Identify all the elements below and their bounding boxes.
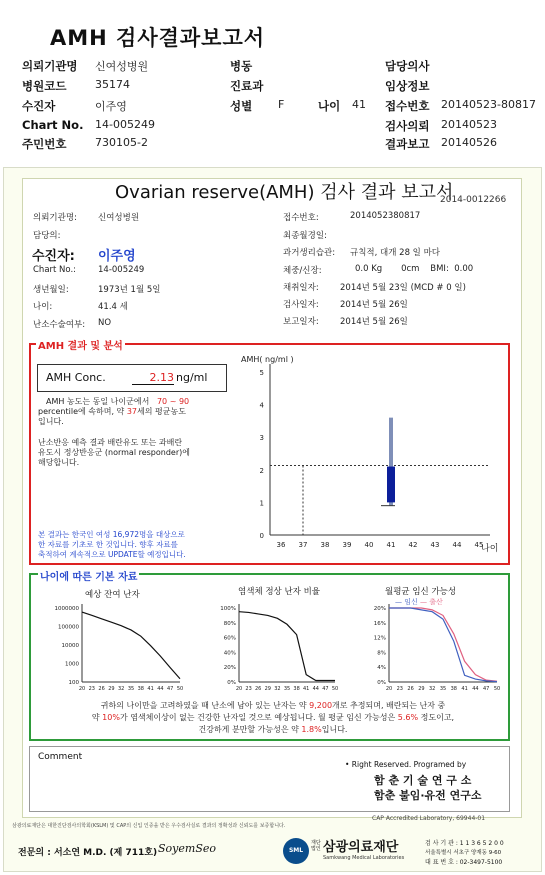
mini-y-tick: 80% bbox=[223, 620, 236, 627]
report-label: 결과보고 bbox=[385, 137, 430, 151]
amh-p1a: AMH 농도는 동일 나이군에서 bbox=[46, 397, 150, 406]
mini-y-tick: 60% bbox=[223, 635, 236, 642]
amh-x-tick: 43 bbox=[430, 541, 440, 549]
mini-x-tick: 26 bbox=[98, 686, 105, 692]
mini-x-tick: 32 bbox=[274, 686, 281, 692]
amh-section-title: AMH 결과 및 분석 bbox=[36, 337, 125, 352]
amh-conc-unit: ng/ml bbox=[176, 371, 208, 384]
amh-analysis bbox=[38, 397, 238, 468]
ssn-value: 730105-2 bbox=[95, 136, 148, 149]
r-body-label: 체중/신장: bbox=[283, 266, 322, 276]
r-test-label: 검사일자: bbox=[283, 300, 319, 310]
amh-p2c: 해당합니다. bbox=[38, 458, 80, 467]
amh-y-tick: 1 bbox=[259, 499, 264, 508]
patient-value: 이주영 bbox=[95, 100, 127, 113]
pregnancy-chance-chart bbox=[345, 598, 505, 694]
sum-l1a: 귀하의 나이만을 고려하였을 때 난소에 남아 있는 난자는 약 bbox=[100, 701, 307, 710]
amh-p2b: 유도시 정상반응군 (normal responder)에 bbox=[38, 448, 190, 457]
amh-y-tick: 5 bbox=[259, 369, 264, 377]
code-label: 병원코드 bbox=[22, 79, 67, 93]
amh-x-tick: 42 bbox=[408, 541, 418, 549]
sum-l2b: 가 염색체이상이 없는 건강한 난자일 것으로 예상됩니다. 월 평균 임신 가능성은 bbox=[119, 713, 396, 722]
r-surgery-value: NO bbox=[98, 318, 112, 328]
mini-x-tick: 23 bbox=[245, 686, 252, 692]
mini-x-tick: 20 bbox=[385, 686, 393, 692]
mini-x-tick: 26 bbox=[255, 686, 262, 692]
request-label: 검사의뢰 bbox=[385, 119, 430, 133]
mini-x-tick: 29 bbox=[264, 686, 271, 692]
foundation-en: Samkwang Medical Laboratories bbox=[323, 855, 405, 861]
mini-x-tick: 38 bbox=[450, 686, 457, 692]
chart3-title: 월평균 임신 가능성 bbox=[385, 587, 457, 597]
amh-y-tick: 3 bbox=[259, 434, 264, 443]
mini-y-tick: 8% bbox=[377, 650, 386, 657]
clinical-label: 임상정보 bbox=[385, 79, 430, 93]
report-number: 2014-0012266 bbox=[440, 195, 507, 205]
mini-x-tick: 38 bbox=[293, 686, 300, 692]
mini-y-tick: 4% bbox=[377, 665, 386, 672]
chart-label: Chart No. bbox=[22, 118, 84, 132]
biz-no: 검 사 기 관 : 1 1 3 6 5 2 0 0 bbox=[425, 840, 504, 847]
amh-chart-xunit: 나이 bbox=[481, 544, 499, 554]
pct-high: 90 bbox=[178, 397, 190, 406]
mini-x-tick: 35 bbox=[283, 686, 291, 692]
equiv-age: 37 bbox=[126, 407, 138, 416]
rights-text: • Right Reserved. Programed by bbox=[345, 760, 467, 769]
cert-text: 삼광의료재단은 대한진단검사의학회(KSLM) 및 CAP의 신입 인증을 받은 우수검사실로 결과의 정확성과 신뢰도를 보증합니다. bbox=[12, 823, 286, 829]
amh-conc-label: AMH Conc. bbox=[46, 371, 106, 384]
r-inst-label: 의뢰기관명: bbox=[33, 213, 77, 223]
mini-x-tick: 47 bbox=[167, 686, 174, 692]
r-dob-label: 생년월일: bbox=[33, 285, 69, 295]
report-title: Ovarian reserve(AMH) 검사 결과 보고서 bbox=[115, 182, 454, 203]
cap-text: CAP Accredited Laboratory, 69944-01 bbox=[372, 815, 486, 822]
mini-series-line bbox=[389, 608, 497, 682]
normal-egg-ratio-chart bbox=[195, 598, 343, 694]
phone: 대 표 번 호 : 02-3497-5100 bbox=[425, 859, 503, 866]
mini-x-tick: 20 bbox=[235, 686, 243, 692]
chart2-title: 염색체 정상 난자 비율 bbox=[238, 587, 321, 597]
foundation-small: 재단법인 bbox=[311, 840, 321, 852]
ward-label: 병동 bbox=[230, 59, 253, 73]
mini-x-tick: 38 bbox=[137, 686, 144, 692]
specialist-text: 전문의 : 서소연 M.D. (제 711호) bbox=[18, 848, 158, 858]
mini-y-tick: 100000 bbox=[58, 624, 79, 631]
address: 서울특별시 서초구 양재동 9-60 bbox=[425, 850, 502, 856]
mini-x-tick: 29 bbox=[108, 686, 115, 692]
chart3-legend: — 임신 — 출산 bbox=[395, 598, 443, 606]
r-age-value: 41.4 세 bbox=[98, 302, 128, 312]
sum-eggs: 9,200 bbox=[309, 701, 333, 710]
chart1-title: 예상 잔여 난자 bbox=[85, 590, 140, 600]
receipt-value: 20140523-80817 bbox=[441, 98, 536, 111]
r-chart-label: Chart No.: bbox=[33, 265, 77, 275]
r-receipt-label: 접수번호: bbox=[283, 213, 319, 223]
r-age-label: 나이: bbox=[33, 302, 53, 312]
sum-birth: 1.8% bbox=[301, 725, 322, 734]
mini-y-tick: 20% bbox=[373, 606, 386, 612]
mini-x-tick: 26 bbox=[407, 686, 414, 692]
amh-x-tick: 37 bbox=[298, 541, 308, 549]
legend-birth: 출산 bbox=[429, 598, 443, 606]
inst-label: 의뢰기관명 bbox=[22, 59, 78, 73]
mini-x-tick: 23 bbox=[396, 686, 403, 692]
amh-x-tick: 39 bbox=[342, 541, 352, 549]
mini-x-tick: 35 bbox=[127, 686, 135, 692]
page-title: AMH 검사결과보고서 bbox=[50, 26, 266, 50]
mini-series-line bbox=[82, 612, 180, 679]
mini-y-tick: 100 bbox=[68, 680, 79, 686]
code-value: 35174 bbox=[95, 78, 130, 91]
mini-x-tick: 44 bbox=[472, 686, 479, 692]
mini-x-tick: 41 bbox=[461, 686, 468, 692]
mini-x-tick: 44 bbox=[157, 686, 164, 692]
mini-x-tick: 50 bbox=[331, 686, 339, 692]
mini-y-tick: 100% bbox=[220, 606, 236, 612]
mini-series-line bbox=[239, 612, 335, 681]
foundation-name: 삼광의료재단 bbox=[323, 840, 399, 855]
amh-x-tick: 36 bbox=[276, 541, 286, 549]
comment-label: Comment bbox=[38, 752, 83, 762]
r-body-value: 0.0 Kg 0cm BMI: 0.00 bbox=[355, 264, 474, 274]
amh-note2: 한 자료를 기초로 한 것입니다. 향후 자료를 bbox=[38, 540, 178, 549]
ssn-label: 주민번호 bbox=[22, 137, 67, 151]
amh-y-tick: 0 bbox=[259, 532, 264, 540]
amh-conc-value: 2.13 bbox=[132, 371, 174, 385]
mini-y-tick: 1000 bbox=[65, 661, 79, 668]
mini-x-tick: 50 bbox=[493, 686, 501, 692]
amh-conc-box bbox=[37, 364, 227, 392]
sum-l1b: 개로 추정되며, 배란되는 난자 중 bbox=[332, 701, 446, 710]
legend-preg: 임신 bbox=[404, 598, 418, 606]
amh-x-tick: 41 bbox=[386, 541, 396, 549]
sex-value: F bbox=[278, 98, 285, 111]
amh-note bbox=[38, 530, 243, 560]
mini-x-tick: 44 bbox=[312, 686, 319, 692]
r-dob-value: 1973년 1월 5일 bbox=[98, 285, 161, 295]
age-label: 나이 bbox=[318, 99, 341, 113]
mini-x-tick: 23 bbox=[88, 686, 95, 692]
mini-x-tick: 47 bbox=[483, 686, 490, 692]
mini-x-tick: 32 bbox=[118, 686, 125, 692]
amh-x-tick: 44 bbox=[452, 541, 462, 549]
amh-p1d: 입니다. bbox=[38, 417, 64, 426]
sum-l3a: 건강하게 분만할 가능성은 약 bbox=[198, 725, 299, 734]
r-report-value: 2014년 5월 26일 bbox=[340, 317, 408, 327]
pct-low: 70 bbox=[156, 397, 168, 406]
mini-y-tick: 1000000 bbox=[54, 606, 79, 612]
foundation-logo: SML bbox=[283, 838, 309, 864]
mini-y-tick: 0% bbox=[377, 680, 386, 686]
sex-label: 성별 bbox=[230, 99, 253, 113]
r-history-label: 과거생리습관: bbox=[283, 248, 336, 258]
inst2-text: 함춘 불임·유전 연구소 bbox=[374, 789, 482, 802]
r-patient-label: 수진자: bbox=[32, 249, 75, 264]
amh-p1c: 세의 평균농도 bbox=[137, 407, 186, 416]
amh-note1: 본 결과는 한국인 여성 16,972명을 대상으로 bbox=[38, 530, 185, 539]
amh-x-tick: 45 bbox=[474, 541, 484, 549]
r-doc-label: 담당의: bbox=[33, 231, 61, 241]
pct-sep: ~ bbox=[169, 397, 177, 406]
sum-normal: 10% bbox=[102, 713, 120, 722]
amh-y-tick: 2 bbox=[259, 466, 264, 475]
request-value: 20140523 bbox=[441, 118, 497, 131]
chart-value: 14-005249 bbox=[95, 118, 155, 131]
age-value: 41 bbox=[352, 98, 366, 111]
r-collect-label: 채취일자: bbox=[283, 283, 319, 293]
amh-p2a: 난소반응 예측 결과 배란유도 또는 과배란 bbox=[38, 438, 183, 447]
mini-y-tick: 20% bbox=[223, 665, 236, 672]
mini-x-tick: 20 bbox=[78, 686, 86, 692]
amh-x-tick: 40 bbox=[364, 541, 374, 549]
sum-preg: 5.6% bbox=[397, 713, 419, 722]
amh-age-chart bbox=[235, 350, 505, 560]
age-section-title: 나이에 따른 기본 자료 bbox=[38, 568, 139, 583]
inst1-text: 함 춘 기 술 연 구 소 bbox=[374, 774, 472, 787]
r-test-value: 2014년 5월 26일 bbox=[340, 300, 408, 310]
mini-x-tick: 35 bbox=[439, 686, 447, 692]
r-surgery-label: 난소수술여부: bbox=[33, 320, 86, 330]
sum-l3b: 입니다. bbox=[321, 725, 348, 734]
r-chart-value: 14-005249 bbox=[98, 265, 145, 275]
amh-x-tick: 38 bbox=[320, 541, 330, 549]
sum-l2a: 약 bbox=[91, 713, 100, 722]
mini-x-tick: 41 bbox=[303, 686, 310, 692]
dept-label: 진료과 bbox=[230, 79, 264, 93]
mini-x-tick: 32 bbox=[429, 686, 436, 692]
mini-y-tick: 16% bbox=[373, 620, 386, 627]
mini-x-tick: 47 bbox=[322, 686, 329, 692]
r-receipt-value: 2014052380817 bbox=[350, 211, 421, 221]
amh-note3: 축적하여 계속적으로 UPDATE할 예정입니다. bbox=[38, 550, 186, 559]
r-lmp-label: 최종월경일: bbox=[283, 231, 327, 241]
r-collect-value: 2014년 5월 23일 (MCD # 0 일) bbox=[340, 283, 466, 293]
report-value: 20140526 bbox=[441, 136, 497, 149]
age-summary bbox=[38, 700, 508, 736]
mini-y-tick: 40% bbox=[223, 650, 236, 657]
mini-x-tick: 41 bbox=[147, 686, 154, 692]
amh-iqr-box bbox=[387, 467, 395, 503]
remaining-eggs-chart bbox=[38, 598, 188, 694]
patient-label: 수진자 bbox=[22, 99, 56, 113]
amh-y-tick: 4 bbox=[259, 401, 264, 410]
mini-x-tick: 29 bbox=[418, 686, 425, 692]
sum-l2c: 정도이고, bbox=[420, 713, 455, 722]
amh-p1b: percentile에 속하며, 약 bbox=[38, 407, 125, 416]
receipt-label: 접수번호 bbox=[385, 99, 430, 113]
r-inst-value: 신여성병원 bbox=[98, 213, 140, 223]
r-report-label: 보고일자: bbox=[283, 317, 319, 327]
inst-value: 신여성병원 bbox=[95, 60, 149, 73]
r-patient-value: 이주영 bbox=[98, 249, 136, 264]
mini-y-tick: 12% bbox=[373, 635, 386, 642]
signature: SoyemSeo bbox=[158, 842, 216, 855]
r-history-value: 규칙적, 대개 28 일 마다 bbox=[350, 248, 441, 258]
mini-y-tick: 10000 bbox=[61, 643, 79, 649]
amh-chart-ylabel: AMH( ng/ml ) bbox=[241, 355, 294, 364]
doctor-label: 담당의사 bbox=[385, 59, 430, 73]
mini-x-tick: 50 bbox=[176, 686, 184, 692]
mini-y-tick: 0% bbox=[227, 680, 236, 686]
